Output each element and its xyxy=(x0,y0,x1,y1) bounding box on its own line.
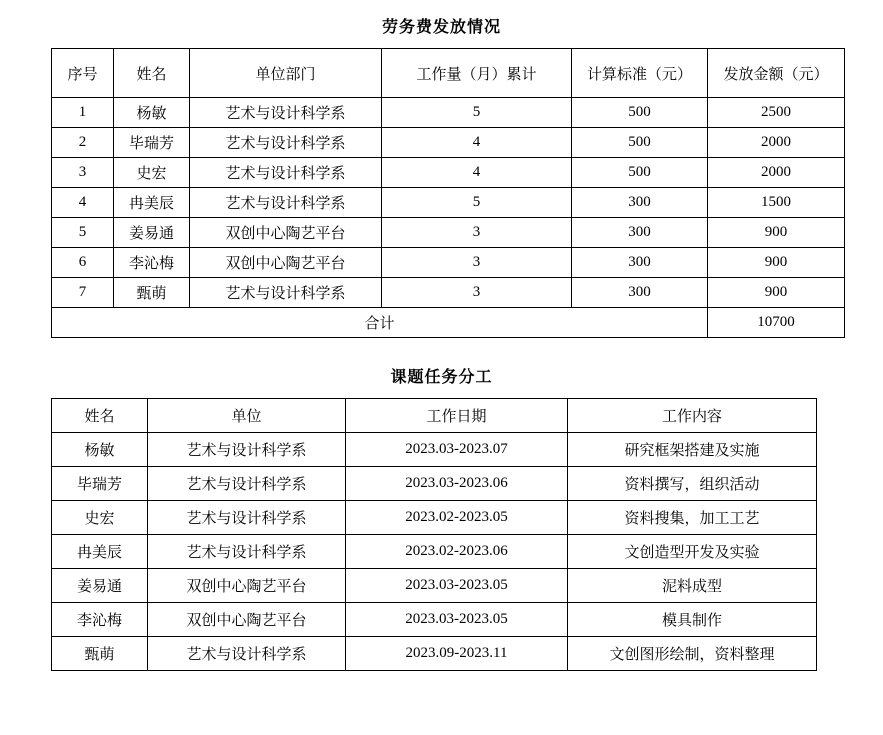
cell-name: 杨敏 xyxy=(114,98,190,128)
cell-unit: 艺术与设计科学系 xyxy=(148,637,346,671)
cell-rate: 300 xyxy=(572,278,708,308)
cell-name: 姜易通 xyxy=(52,569,148,603)
cell-workload: 5 xyxy=(382,188,572,218)
cell-date: 2023.03-2023.06 xyxy=(346,467,568,501)
cell-index: 4 xyxy=(52,188,114,218)
cell-workload: 3 xyxy=(382,248,572,278)
cell-content: 资料撰写，组织活动 xyxy=(568,467,817,501)
table-header-row xyxy=(52,399,817,433)
cell-name: 甄萌 xyxy=(114,278,190,308)
cell-unit: 双创中心陶艺平台 xyxy=(148,569,346,603)
column-header: 姓名 xyxy=(52,399,148,433)
cell-name: 杨敏 xyxy=(52,433,148,467)
cell-date: 2023.03-2023.05 xyxy=(346,603,568,637)
cell-date: 2023.09-2023.11 xyxy=(346,637,568,671)
cell-name: 史宏 xyxy=(52,501,148,535)
column-header: 计算标准（元） xyxy=(572,49,708,98)
cell-department: 艺术与设计科学系 xyxy=(190,278,382,308)
document-page xyxy=(0,14,883,735)
cell-rate: 300 xyxy=(572,188,708,218)
cell-rate: 300 xyxy=(572,218,708,248)
labor-fee-table xyxy=(51,48,845,338)
cell-amount: 1500 xyxy=(708,188,845,218)
table-1-title: 劳务费发放情况 xyxy=(381,19,501,36)
cell-content: 资料搜集，加工工艺 xyxy=(568,501,817,535)
cell-content: 文创图形绘制，资料整理 xyxy=(568,637,817,671)
cell-name: 毕瑞芳 xyxy=(52,467,148,501)
total-amount: 10700 xyxy=(708,308,845,338)
table-row xyxy=(52,278,845,308)
cell-name: 冉美辰 xyxy=(52,535,148,569)
total-label: 合计 xyxy=(52,308,708,338)
cell-department: 艺术与设计科学系 xyxy=(190,158,382,188)
cell-amount: 2000 xyxy=(708,128,845,158)
cell-name: 毕瑞芳 xyxy=(114,128,190,158)
cell-workload: 4 xyxy=(382,128,572,158)
cell-name: 史宏 xyxy=(114,158,190,188)
cell-workload: 5 xyxy=(382,98,572,128)
table-row xyxy=(52,637,817,671)
table-row xyxy=(52,501,817,535)
column-header: 工作日期 xyxy=(346,399,568,433)
cell-name: 姜易通 xyxy=(114,218,190,248)
cell-workload: 3 xyxy=(382,278,572,308)
table-row xyxy=(52,433,817,467)
cell-index: 5 xyxy=(52,218,114,248)
cell-amount: 2500 xyxy=(708,98,845,128)
cell-content: 研究框架搭建及实施 xyxy=(568,433,817,467)
cell-name: 李沁梅 xyxy=(52,603,148,637)
table-row xyxy=(52,603,817,637)
cell-date: 2023.03-2023.05 xyxy=(346,569,568,603)
cell-rate: 300 xyxy=(572,248,708,278)
task-assignment-table xyxy=(51,398,817,671)
cell-amount: 900 xyxy=(708,278,845,308)
cell-amount: 2000 xyxy=(708,158,845,188)
table-header-row xyxy=(52,49,845,98)
column-header: 工作量（月）累计 xyxy=(382,49,572,98)
table-row xyxy=(52,248,845,278)
cell-index: 1 xyxy=(52,98,114,128)
cell-content: 文创造型开发及实验 xyxy=(568,535,817,569)
cell-unit: 艺术与设计科学系 xyxy=(148,433,346,467)
cell-name: 甄萌 xyxy=(52,637,148,671)
cell-unit: 艺术与设计科学系 xyxy=(148,501,346,535)
cell-content: 泥料成型 xyxy=(568,569,817,603)
cell-department: 艺术与设计科学系 xyxy=(190,128,382,158)
cell-name: 李沁梅 xyxy=(114,248,190,278)
cell-unit: 双创中心陶艺平台 xyxy=(148,603,346,637)
cell-index: 7 xyxy=(52,278,114,308)
cell-index: 6 xyxy=(52,248,114,278)
cell-workload: 3 xyxy=(382,218,572,248)
cell-department: 艺术与设计科学系 xyxy=(190,98,382,128)
table-row xyxy=(52,569,817,603)
cell-rate: 500 xyxy=(572,128,708,158)
cell-index: 3 xyxy=(52,158,114,188)
cell-rate: 500 xyxy=(572,98,708,128)
table-row xyxy=(52,467,817,501)
cell-date: 2023.03-2023.07 xyxy=(346,433,568,467)
cell-content: 模具制作 xyxy=(568,603,817,637)
table-row xyxy=(52,158,845,188)
table-2-title: 课题任务分工 xyxy=(390,369,493,386)
column-header: 姓名 xyxy=(114,49,190,98)
column-header: 发放金额（元） xyxy=(708,49,845,98)
cell-amount: 900 xyxy=(708,248,845,278)
cell-amount: 900 xyxy=(708,218,845,248)
cell-rate: 500 xyxy=(572,158,708,188)
cell-department: 双创中心陶艺平台 xyxy=(190,248,382,278)
column-header: 单位 xyxy=(148,399,346,433)
column-header: 序号 xyxy=(52,49,114,98)
cell-date: 2023.02-2023.05 xyxy=(346,501,568,535)
table-row xyxy=(52,98,845,128)
table-row xyxy=(52,128,845,158)
cell-index: 2 xyxy=(52,128,114,158)
column-header: 单位部门 xyxy=(190,49,382,98)
table-row xyxy=(52,218,845,248)
table-row xyxy=(52,188,845,218)
cell-workload: 4 xyxy=(382,158,572,188)
cell-unit: 艺术与设计科学系 xyxy=(148,467,346,501)
cell-unit: 艺术与设计科学系 xyxy=(148,535,346,569)
cell-department: 艺术与设计科学系 xyxy=(190,188,382,218)
cell-department: 双创中心陶艺平台 xyxy=(190,218,382,248)
cell-name: 冉美辰 xyxy=(114,188,190,218)
cell-date: 2023.02-2023.06 xyxy=(346,535,568,569)
table-row xyxy=(52,535,817,569)
column-header: 工作内容 xyxy=(568,399,817,433)
table-total-row xyxy=(52,308,845,338)
